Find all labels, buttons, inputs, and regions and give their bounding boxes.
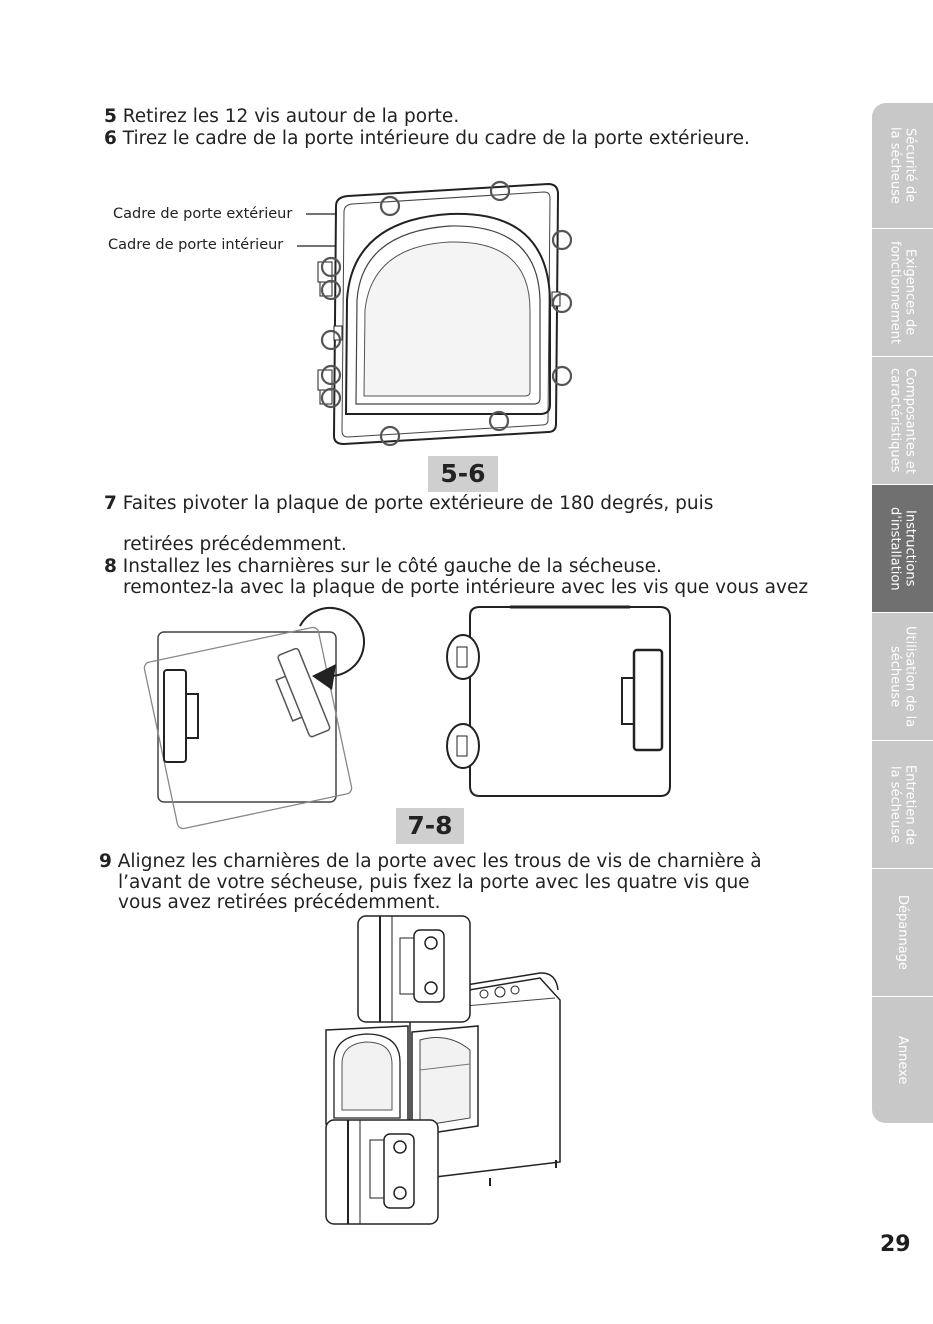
step-5-text: Retirez les 12 vis autour de la porte. xyxy=(122,106,460,127)
step-9-number: 9 xyxy=(99,851,112,872)
label-outer-frame: Cadre de porte extérieur xyxy=(113,206,293,222)
tab-operating-requirements[interactable] xyxy=(872,229,933,357)
step-9-line3: vous avez retirées précédemment. xyxy=(118,892,441,913)
tab-troubleshooting[interactable] xyxy=(872,869,933,997)
tab-dryer-care-label: Entretien de la sécheuse xyxy=(887,764,918,845)
tab-appendix-label: Annexe xyxy=(895,1035,910,1085)
page-number: 29 xyxy=(880,1232,911,1257)
step-9-text: Alignez les charnières de la porte avec les trous de vis de charnière à xyxy=(117,851,762,872)
tab-dryer-care[interactable] xyxy=(872,741,933,869)
step-8-line2: remontez-la avec la plaque de porte intérieure avec les vis que vous avez xyxy=(123,577,809,598)
step-7-number: 7 xyxy=(104,493,117,514)
tab-appendix[interactable] xyxy=(872,997,933,1124)
figure-badge-5-6: 5-6 xyxy=(428,456,498,492)
step-6-text: Tirez le cadre de la porte intérieure du cadre de la porte extérieure. xyxy=(122,128,750,149)
tab-operating-requirements-label: Exigences de fonctionnement xyxy=(887,240,918,345)
tab-troubleshooting-label: Dépannage xyxy=(895,895,910,970)
step-9-line2: l’avant de votre sécheuse, puis fxez la porte avec les quatre vis que xyxy=(118,872,750,893)
step-8-text: Installez les charnières sur le côté gauche de la sécheuse. xyxy=(122,556,662,577)
tab-installation-instructions[interactable] xyxy=(872,485,933,613)
label-inner-frame: Cadre de porte intérieur xyxy=(108,237,284,253)
figure-badge-7-8: 7-8 xyxy=(396,808,464,844)
tab-dryer-use[interactable] xyxy=(872,613,933,741)
step-7-text: Faites pivoter la plaque de porte extérieure de 180 degrés, puis xyxy=(122,493,714,514)
step-5-number: 5 xyxy=(104,106,117,127)
tab-dryer-safety[interactable] xyxy=(872,103,933,229)
tab-components-features[interactable] xyxy=(872,357,933,485)
tab-dryer-safety-label: Sécurité de la sécheuse xyxy=(887,127,918,204)
tab-installation-instructions-label: Instructions d'installation xyxy=(887,506,918,591)
tab-dryer-use-label: Utilisation de la sécheuse xyxy=(887,625,918,728)
step-8-number: 8 xyxy=(104,556,117,577)
step-7-line2: retirées précédemment. xyxy=(123,534,347,555)
step-6-number: 6 xyxy=(104,128,117,149)
tab-components-features-label: Composantes et caractéristiques xyxy=(887,367,918,474)
